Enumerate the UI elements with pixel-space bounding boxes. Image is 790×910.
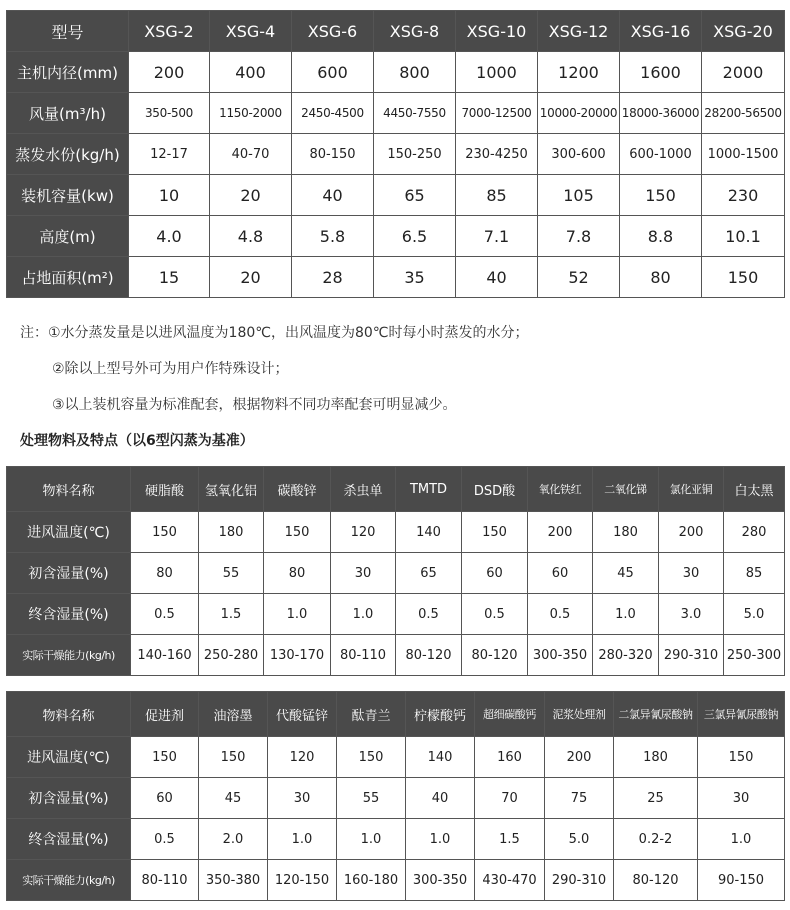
materials-cell: 65 bbox=[396, 553, 462, 594]
materials-cell: 90-150 bbox=[698, 860, 785, 901]
spec-cell: 4.8 bbox=[210, 216, 292, 257]
spec-row-label: 蒸发水份(kg/h) bbox=[7, 134, 129, 175]
materials-header-cell: 二氯异氰尿酸钠 bbox=[614, 692, 698, 737]
spec-cell: 18000-36000 bbox=[620, 93, 702, 134]
materials-cell: 140 bbox=[396, 512, 462, 553]
spec-cell: 52 bbox=[538, 257, 620, 298]
spec-header-row bbox=[7, 11, 785, 52]
materials-cell: 80-120 bbox=[614, 860, 698, 901]
materials-cell: 200 bbox=[528, 512, 593, 553]
section-title: 处理物料及特点（以6型闪蒸为基准） bbox=[20, 433, 254, 449]
materials-header-cell: 酞青兰 bbox=[337, 692, 406, 737]
spec-cell: 20 bbox=[210, 175, 292, 216]
materials-cell: 1.0 bbox=[337, 819, 406, 860]
spec-cell: 20 bbox=[210, 257, 292, 298]
spec-cell: 4.0 bbox=[129, 216, 210, 257]
materials-row bbox=[7, 737, 785, 778]
materials-header-cell: 油溶墨 bbox=[199, 692, 268, 737]
spec-cell: 8.8 bbox=[620, 216, 702, 257]
spec-cell: 600-1000 bbox=[620, 134, 702, 175]
materials-cell: 80-120 bbox=[396, 635, 462, 676]
materials-cell: 150 bbox=[131, 512, 199, 553]
spec-cell: 400 bbox=[210, 52, 292, 93]
materials-cell: 1.0 bbox=[698, 819, 785, 860]
materials-cell: 40 bbox=[406, 778, 475, 819]
spec-cell: 12-17 bbox=[129, 134, 210, 175]
materials-cell: 150 bbox=[131, 737, 199, 778]
materials-cell: 150 bbox=[199, 737, 268, 778]
materials-header-cell: 氧化铁红 bbox=[528, 467, 593, 512]
materials-cell: 140-160 bbox=[131, 635, 199, 676]
materials-cell: 290-310 bbox=[659, 635, 724, 676]
materials-cell: 200 bbox=[659, 512, 724, 553]
spec-header-cell: XSG-8 bbox=[374, 11, 456, 52]
materials-cell: 1.0 bbox=[264, 594, 331, 635]
materials-header-cell: 二氧化锑 bbox=[593, 467, 659, 512]
spec-cell: 5.8 bbox=[292, 216, 374, 257]
materials-header-row bbox=[7, 692, 785, 737]
spec-cell: 40-70 bbox=[210, 134, 292, 175]
spec-cell: 10000-20000 bbox=[538, 93, 620, 134]
spec-row bbox=[7, 216, 785, 257]
spec-row bbox=[7, 93, 785, 134]
spec-cell: 1000-1500 bbox=[702, 134, 785, 175]
materials-cell: 120 bbox=[331, 512, 396, 553]
materials-cell: 2.0 bbox=[199, 819, 268, 860]
materials-cell: 30 bbox=[659, 553, 724, 594]
materials-cell: 45 bbox=[199, 778, 268, 819]
materials-header-cell: 代酸锰锌 bbox=[268, 692, 337, 737]
spec-header-cell: XSG-4 bbox=[210, 11, 292, 52]
materials-cell: 30 bbox=[331, 553, 396, 594]
spec-cell: 65 bbox=[374, 175, 456, 216]
materials-cell: 150 bbox=[264, 512, 331, 553]
materials-header-cell: 泥浆处理剂 bbox=[545, 692, 614, 737]
materials-header-cell: 硬脂酸 bbox=[131, 467, 199, 512]
spec-cell: 150-250 bbox=[374, 134, 456, 175]
materials-cell: 0.5 bbox=[462, 594, 528, 635]
materials-header-cell: 氯化亚铜 bbox=[659, 467, 724, 512]
spec-cell: 1600 bbox=[620, 52, 702, 93]
materials-cell: 70 bbox=[475, 778, 545, 819]
spec-row bbox=[7, 257, 785, 298]
materials-cell: 130-170 bbox=[264, 635, 331, 676]
materials-row bbox=[7, 594, 785, 635]
materials-cell: 200 bbox=[545, 737, 614, 778]
materials-header-cell: 促进剂 bbox=[131, 692, 199, 737]
spec-cell: 1150-2000 bbox=[210, 93, 292, 134]
materials-header-cell: 物料名称 bbox=[7, 467, 131, 512]
materials-cell: 150 bbox=[462, 512, 528, 553]
spec-cell: 28200-56500 bbox=[702, 93, 785, 134]
materials-cell: 180 bbox=[614, 737, 698, 778]
materials-cell: 350-380 bbox=[199, 860, 268, 901]
spec-cell: 10 bbox=[129, 175, 210, 216]
materials-cell: 45 bbox=[593, 553, 659, 594]
spec-cell: 2450-4500 bbox=[292, 93, 374, 134]
spec-cell: 85 bbox=[456, 175, 538, 216]
spec-row bbox=[7, 175, 785, 216]
materials-cell: 160 bbox=[475, 737, 545, 778]
materials-cell: 80-110 bbox=[131, 860, 199, 901]
spec-header-cell: XSG-6 bbox=[292, 11, 374, 52]
materials-cell: 30 bbox=[268, 778, 337, 819]
spec-cell: 150 bbox=[620, 175, 702, 216]
materials-cell: 180 bbox=[199, 512, 264, 553]
materials-header-cell: DSD酸 bbox=[462, 467, 528, 512]
materials-cell: 150 bbox=[698, 737, 785, 778]
materials-cell: 85 bbox=[724, 553, 785, 594]
materials-header-cell: 柠檬酸钙 bbox=[406, 692, 475, 737]
materials-header-cell: 三氯异氰尿酸钠 bbox=[698, 692, 785, 737]
spec-cell: 300-600 bbox=[538, 134, 620, 175]
materials-cell: 60 bbox=[462, 553, 528, 594]
spec-header-cell: XSG-20 bbox=[702, 11, 785, 52]
materials-cell: 55 bbox=[337, 778, 406, 819]
materials-row-label: 实际干燥能力(kg/h) bbox=[7, 860, 131, 901]
materials-cell: 30 bbox=[698, 778, 785, 819]
spec-cell: 200 bbox=[129, 52, 210, 93]
materials-row-label: 终含湿量(%) bbox=[7, 819, 131, 860]
materials-cell: 0.5 bbox=[131, 819, 199, 860]
materials-cell: 180 bbox=[593, 512, 659, 553]
spec-header-cell: XSG-16 bbox=[620, 11, 702, 52]
materials-cell: 150 bbox=[337, 737, 406, 778]
materials-cell: 80-110 bbox=[331, 635, 396, 676]
spec-table bbox=[6, 10, 785, 298]
spec-cell: 10.1 bbox=[702, 216, 785, 257]
spec-cell: 7000-12500 bbox=[456, 93, 538, 134]
materials-header-cell: 物料名称 bbox=[7, 692, 131, 737]
spec-cell: 800 bbox=[374, 52, 456, 93]
materials-cell: 300-350 bbox=[528, 635, 593, 676]
materials-row bbox=[7, 512, 785, 553]
materials-cell: 80 bbox=[131, 553, 199, 594]
spec-cell: 230-4250 bbox=[456, 134, 538, 175]
spec-cell: 15 bbox=[129, 257, 210, 298]
materials-cell: 1.0 bbox=[331, 594, 396, 635]
note-evaporation: 注：①水分蒸发量是以进风温度为180℃，出风温度为80℃时每小时蒸发的水分； bbox=[20, 325, 529, 341]
materials-header-cell: 氢氧化铝 bbox=[199, 467, 264, 512]
materials-table-1 bbox=[6, 466, 785, 676]
materials-cell: 0.5 bbox=[396, 594, 462, 635]
materials-cell: 250-300 bbox=[724, 635, 785, 676]
materials-row bbox=[7, 860, 785, 901]
materials-cell: 0.2-2 bbox=[614, 819, 698, 860]
materials-cell: 250-280 bbox=[199, 635, 264, 676]
spec-row-label: 风量(m³/h) bbox=[7, 93, 129, 134]
spec-cell: 1000 bbox=[456, 52, 538, 93]
materials-cell: 3.0 bbox=[659, 594, 724, 635]
spec-header-cell: XSG-10 bbox=[456, 11, 538, 52]
materials-row bbox=[7, 635, 785, 676]
materials-cell: 1.0 bbox=[593, 594, 659, 635]
materials-cell: 25 bbox=[614, 778, 698, 819]
materials-cell: 80-120 bbox=[462, 635, 528, 676]
spec-cell: 80 bbox=[620, 257, 702, 298]
spec-cell: 80-150 bbox=[292, 134, 374, 175]
materials-header-row bbox=[7, 467, 785, 512]
spec-cell: 4450-7550 bbox=[374, 93, 456, 134]
spec-cell: 2000 bbox=[702, 52, 785, 93]
materials-row-label: 终含湿量(%) bbox=[7, 594, 131, 635]
spec-cell: 600 bbox=[292, 52, 374, 93]
spec-cell: 7.1 bbox=[456, 216, 538, 257]
materials-header-cell: TMTD bbox=[396, 467, 462, 512]
materials-row bbox=[7, 778, 785, 819]
spec-cell: 40 bbox=[456, 257, 538, 298]
spec-row-label: 占地面积(m²) bbox=[7, 257, 129, 298]
materials-cell: 120-150 bbox=[268, 860, 337, 901]
materials-cell: 60 bbox=[528, 553, 593, 594]
materials-header-cell: 白太黑 bbox=[724, 467, 785, 512]
materials-row-label: 初含湿量(%) bbox=[7, 778, 131, 819]
materials-cell: 1.0 bbox=[406, 819, 475, 860]
spec-row-label: 高度(m) bbox=[7, 216, 129, 257]
spec-cell: 350-500 bbox=[129, 93, 210, 134]
materials-cell: 75 bbox=[545, 778, 614, 819]
materials-cell: 0.5 bbox=[131, 594, 199, 635]
materials-cell: 160-180 bbox=[337, 860, 406, 901]
materials-cell: 0.5 bbox=[528, 594, 593, 635]
note-installed-capacity: ③以上装机容量为标准配套，根据物料不同功率配套可明显减少。 bbox=[52, 397, 457, 413]
spec-cell: 6.5 bbox=[374, 216, 456, 257]
spec-cell: 40 bbox=[292, 175, 374, 216]
materials-header-cell: 超细碳酸钙 bbox=[475, 692, 545, 737]
materials-row-label: 初含湿量(%) bbox=[7, 553, 131, 594]
spec-header-cell: XSG-12 bbox=[538, 11, 620, 52]
spec-cell: 1200 bbox=[538, 52, 620, 93]
materials-cell: 55 bbox=[199, 553, 264, 594]
materials-cell: 280-320 bbox=[593, 635, 659, 676]
materials-cell: 140 bbox=[406, 737, 475, 778]
spec-row bbox=[7, 134, 785, 175]
materials-cell: 300-350 bbox=[406, 860, 475, 901]
spec-cell: 105 bbox=[538, 175, 620, 216]
spec-cell: 230 bbox=[702, 175, 785, 216]
spec-cell: 7.8 bbox=[538, 216, 620, 257]
materials-header-cell: 杀虫单 bbox=[331, 467, 396, 512]
spec-row bbox=[7, 52, 785, 93]
materials-cell: 290-310 bbox=[545, 860, 614, 901]
materials-cell: 280 bbox=[724, 512, 785, 553]
note-custom-design: ②除以上型号外可为用户作特殊设计； bbox=[52, 361, 289, 377]
materials-row-label: 进风温度(℃) bbox=[7, 737, 131, 778]
spec-cell: 35 bbox=[374, 257, 456, 298]
materials-cell: 1.5 bbox=[475, 819, 545, 860]
materials-table-2 bbox=[6, 691, 785, 901]
materials-cell: 1.0 bbox=[268, 819, 337, 860]
spec-cell: 28 bbox=[292, 257, 374, 298]
materials-header-cell: 碳酸锌 bbox=[264, 467, 331, 512]
materials-row bbox=[7, 553, 785, 594]
materials-cell: 430-470 bbox=[475, 860, 545, 901]
spec-cell: 150 bbox=[702, 257, 785, 298]
materials-row-label: 实际干燥能力(kg/h) bbox=[7, 635, 131, 676]
materials-row bbox=[7, 819, 785, 860]
materials-cell: 120 bbox=[268, 737, 337, 778]
materials-cell: 60 bbox=[131, 778, 199, 819]
materials-cell: 5.0 bbox=[545, 819, 614, 860]
spec-header-cell: 型号 bbox=[7, 11, 129, 52]
materials-cell: 80 bbox=[264, 553, 331, 594]
spec-row-label: 主机内径(mm) bbox=[7, 52, 129, 93]
spec-row-label: 装机容量(kw) bbox=[7, 175, 129, 216]
materials-cell: 1.5 bbox=[199, 594, 264, 635]
materials-cell: 5.0 bbox=[724, 594, 785, 635]
spec-header-cell: XSG-2 bbox=[129, 11, 210, 52]
materials-row-label: 进风温度(℃) bbox=[7, 512, 131, 553]
